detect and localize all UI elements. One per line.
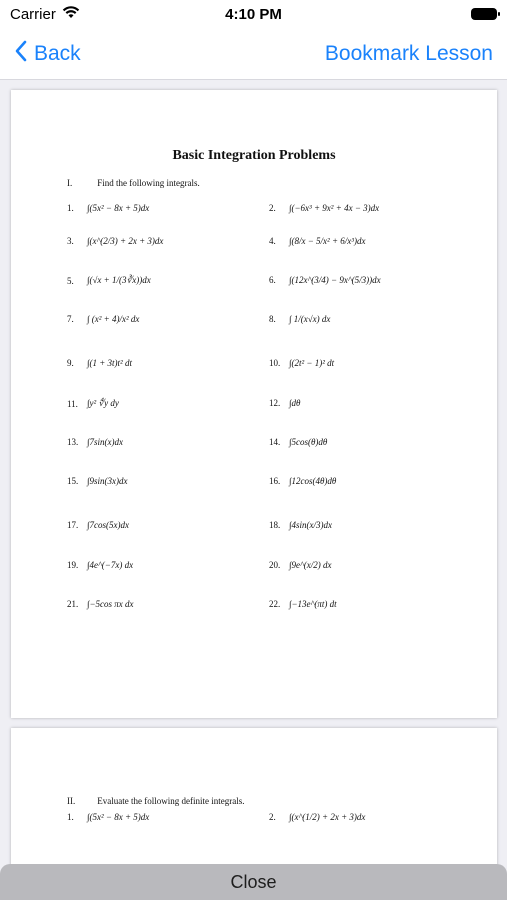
problem-expression: ∫5cos(θ)dθ [289, 437, 328, 447]
problem-item [67, 314, 139, 324]
problem-number: 10. [269, 358, 281, 368]
carrier-label: Carrier [10, 5, 56, 23]
problem-number: 4. [269, 236, 276, 246]
problem-number: 19. [67, 560, 79, 570]
battery-icon [471, 8, 497, 20]
problem-expression: ∫−5cos πx dx [87, 599, 134, 609]
problem-number: 13. [67, 437, 79, 447]
problem-expression: ∫(8/x − 5/x² + 6/x³)dx [289, 236, 366, 246]
problem-number: 8. [269, 314, 276, 324]
section-2-instruction: Evaluate the following definite integrals. [97, 796, 245, 806]
problem-item [269, 599, 337, 609]
problem-number: 2. [269, 203, 276, 213]
problem-number: 12. [269, 398, 281, 408]
problem-item [269, 520, 332, 530]
close-label: Close [230, 871, 277, 892]
problem-expression: ∫dθ [289, 398, 301, 408]
section-2-heading [67, 796, 244, 806]
problem-item [67, 476, 127, 486]
problem-number: 11. [67, 398, 78, 409]
problem-item [67, 812, 149, 822]
problem-number: 16. [269, 476, 281, 486]
problem-expression: ∫(−6x³ + 9x² + 4x − 3)dx [289, 203, 380, 213]
problem-number: 9. [67, 358, 74, 368]
section-1-number: I. [67, 178, 73, 188]
problem-expression: ∫7cos(5x)dx [87, 520, 129, 530]
problem-item [269, 476, 336, 486]
problem-item [269, 358, 334, 368]
problem-number: 22. [269, 599, 281, 609]
problem-number: 2. [269, 812, 276, 822]
problem-number: 5. [67, 275, 74, 286]
problem-item [67, 520, 129, 530]
problem-item [67, 398, 119, 409]
problem-item [67, 236, 163, 246]
problem-expression: ∫(5x² − 8x + 5)dx [87, 203, 150, 213]
problem-expression: ∫(x^(1/2) + 2x + 3)dx [289, 812, 366, 822]
problem-number: 6. [269, 275, 276, 285]
problem-item [269, 812, 365, 822]
section-1-heading [67, 178, 200, 188]
problem-item [269, 236, 365, 246]
problem-item [67, 437, 123, 447]
problem-item [269, 437, 327, 447]
problem-expression: ∫(x^(2/3) + 2x + 3)dx [87, 236, 164, 246]
status-time: 4:10 PM [225, 5, 282, 23]
problem-expression: ∫4e^(−7x) dx [87, 560, 134, 570]
problem-item [269, 275, 381, 285]
problem-item [269, 398, 300, 408]
problem-expression: ∫ (x² + 4)/x² dx [87, 314, 140, 324]
problem-expression: ∫9sin(3x)dx [87, 476, 128, 486]
navigation-bar [0, 28, 507, 80]
problem-item [67, 275, 151, 286]
problem-item [67, 358, 132, 368]
problem-item [67, 560, 133, 570]
problem-expression: ∫−13e^(πt) dt [289, 599, 337, 609]
problem-expression: ∫12cos(4θ)dθ [289, 476, 337, 486]
problem-expression: ∫9e^(x/2) dx [289, 560, 332, 570]
status-left [10, 6, 80, 23]
problem-number: 1. [67, 812, 74, 822]
problem-item [67, 203, 149, 213]
wifi-icon [62, 6, 80, 23]
back-button[interactable] [14, 40, 81, 68]
problem-expression: ∫4sin(x/3)dx [289, 520, 332, 530]
problem-number: 3. [67, 236, 74, 246]
problem-expression: ∫(5x² − 8x + 5)dx [87, 812, 150, 822]
problem-expression: ∫(√x + 1/(3∛x))dx [87, 275, 151, 285]
document-title: Basic Integration Problems [172, 148, 336, 163]
problem-number: 14. [269, 437, 281, 447]
problem-expression: ∫7sin(x)dx [87, 437, 123, 447]
back-label: Back [34, 41, 81, 65]
document-page-1 [11, 90, 497, 718]
problem-number: 21. [67, 599, 79, 609]
problem-expression: ∫ 1/(x√x) dx [289, 314, 331, 324]
problem-expression: ∫(12x^(3/4) − 9x^(5/3))dx [289, 275, 381, 285]
status-bar [0, 0, 507, 28]
close-button[interactable] [0, 864, 507, 900]
problem-number: 20. [269, 560, 281, 570]
problem-number: 17. [67, 520, 79, 530]
document-viewer[interactable] [0, 81, 507, 864]
problem-item [67, 599, 134, 609]
problem-item [269, 203, 379, 213]
problem-expression: ∫(1 + 3t)t² dt [87, 358, 132, 368]
problem-item [269, 560, 332, 570]
chevron-left-icon [14, 40, 28, 68]
problem-expression: ∫(2t² − 1)² dt [289, 358, 335, 368]
section-2-number: II. [67, 796, 76, 806]
problem-number: 15. [67, 476, 79, 486]
problem-expression: ∫y² ∜y dy [87, 398, 119, 408]
document-page-2 [11, 728, 497, 864]
problem-number: 18. [269, 520, 281, 530]
bookmark-lesson-button[interactable]: Bookmark Lesson [324, 41, 493, 65]
problem-number: 7. [67, 314, 74, 324]
problem-number: 1. [67, 203, 74, 213]
section-1-instruction: Find the following integrals. [97, 178, 200, 188]
problem-item [269, 314, 330, 324]
